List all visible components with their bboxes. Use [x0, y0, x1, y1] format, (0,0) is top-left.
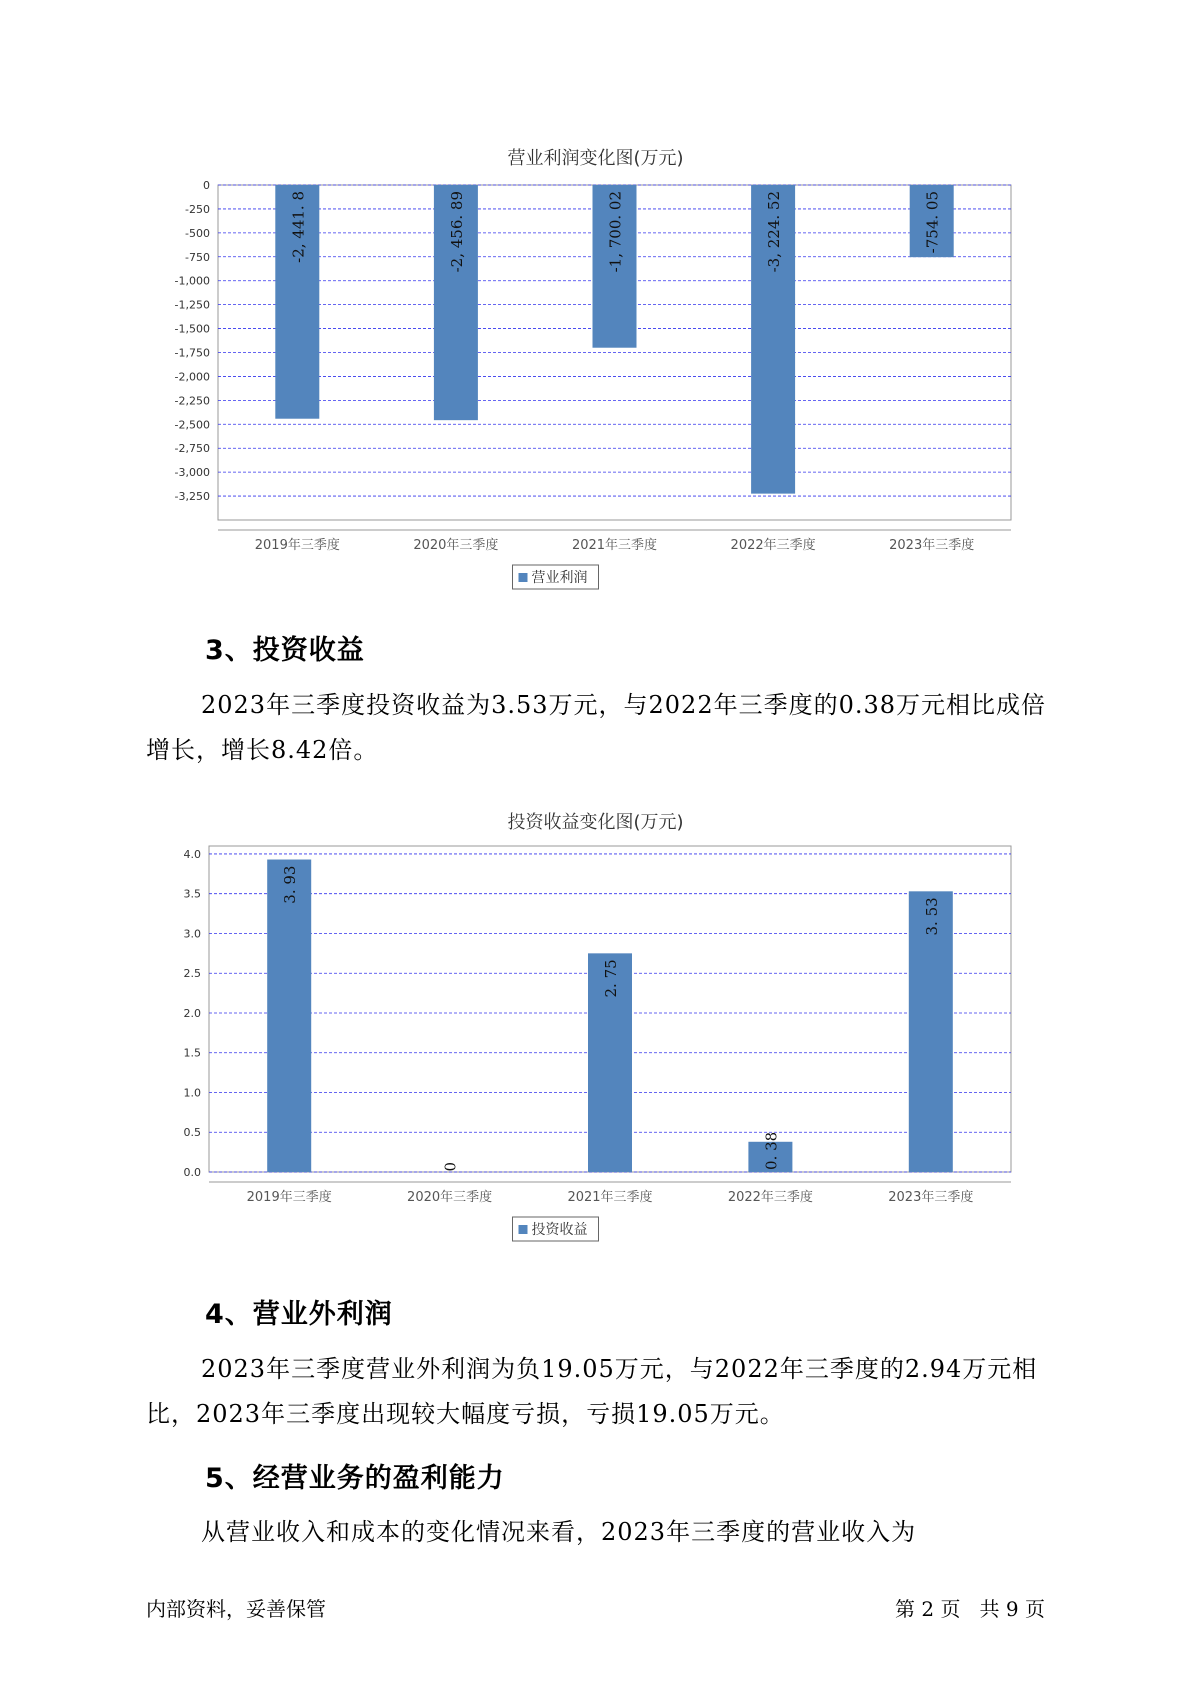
y-tick-label: -1,000 [174, 274, 210, 288]
legend-label: 投资收益 [531, 1222, 588, 1238]
y-tick-label: -2,250 [174, 394, 210, 408]
data-label: 2. 75 [602, 959, 620, 998]
y-tick-label: -750 [185, 250, 210, 264]
y-tick-label: -3,250 [174, 490, 210, 504]
y-tick-label: 3.0 [183, 927, 201, 941]
operating-profit-chart [0, 165, 1191, 595]
legend-label: 营业利润 [531, 570, 588, 586]
x-tick-label: 2020年三季度 [413, 538, 499, 553]
footer-confidential-note: 内部资料，妥善保管 [146, 1597, 326, 1621]
section-3-paragraph: 2023年三季度投资收益为3.53万元，与2022年三季度的0.38万元相比成倍增长，增长8.42倍。 [146, 691, 1047, 764]
y-tick-label: -1,500 [174, 322, 210, 336]
data-label: -2, 456. 89 [447, 191, 466, 273]
legend-swatch [519, 573, 528, 582]
y-tick-label: -1,750 [174, 346, 210, 360]
y-tick-label: 0.5 [183, 1126, 201, 1140]
x-tick-label: 2023年三季度 [889, 538, 975, 553]
y-tick-label: -2,500 [174, 418, 210, 432]
y-tick-label: -500 [185, 226, 210, 240]
y-tick-label: 4.0 [183, 847, 201, 861]
investment-income-chart [0, 830, 1191, 1260]
data-label: 0. 38 [762, 1131, 781, 1170]
section-5-heading: 5、经营业务的盈利能力 [205, 1463, 505, 1494]
y-tick-label: 3.5 [183, 887, 201, 901]
x-tick-label: 2021年三季度 [571, 538, 658, 553]
data-label: 0 [441, 1162, 460, 1172]
y-tick-label: 2.5 [183, 967, 201, 981]
x-tick-label: 2022年三季度 [730, 538, 816, 553]
y-tick-label: -2,750 [174, 442, 210, 456]
x-tick-label: 2021年三季度 [567, 1190, 653, 1205]
data-label: -3, 224. 52 [765, 191, 784, 273]
x-tick-label: 2023年三季度 [888, 1190, 974, 1205]
data-label: -754. 05 [923, 191, 942, 254]
section-4-paragraph: 2023年三季度营业外利润为负19.05万元，与2022年三季度的2.94万元相比，2023年三季度出现较大幅度亏损，亏损19.05万元。 [146, 1355, 1038, 1428]
data-label: 3. 93 [281, 865, 300, 904]
y-tick-label: -3,000 [174, 466, 210, 480]
x-tick-label: 2022年三季度 [727, 1190, 813, 1205]
section-4-heading: 4、营业外利润 [205, 1299, 393, 1330]
y-tick-label: 0 [203, 179, 210, 192]
y-tick-label: 0.0 [183, 1166, 201, 1179]
data-label: 3. 53 [922, 897, 941, 936]
data-label: -2, 441. 8 [289, 191, 308, 263]
chart2-title: 投资收益变化图(万元) [507, 812, 684, 833]
chart1-title: 营业利润变化图(万元) [507, 148, 684, 169]
data-label: -1, 700. 02 [606, 191, 625, 273]
y-tick-label: -1,250 [174, 298, 210, 312]
x-tick-label: 2020年三季度 [407, 1190, 493, 1205]
section-3-heading: 3、投资收益 [205, 635, 365, 666]
footer-page-number: 第 2 页 共 9 页 [895, 1597, 1045, 1621]
x-tick-label: 2019年三季度 [246, 1190, 332, 1205]
y-tick-label: -250 [185, 202, 210, 216]
y-tick-label: 1.5 [183, 1046, 201, 1060]
bar [267, 860, 311, 1172]
section-5-paragraph: 从营业收入和成本的变化情况来看，2023年三季度的营业收入为 [201, 1518, 917, 1546]
x-tick-label: 2019年三季度 [254, 538, 340, 553]
y-tick-label: 2.0 [183, 1006, 201, 1020]
y-tick-label: 1.0 [183, 1086, 201, 1100]
legend-swatch [519, 1225, 528, 1234]
y-tick-label: -2,000 [174, 370, 210, 384]
